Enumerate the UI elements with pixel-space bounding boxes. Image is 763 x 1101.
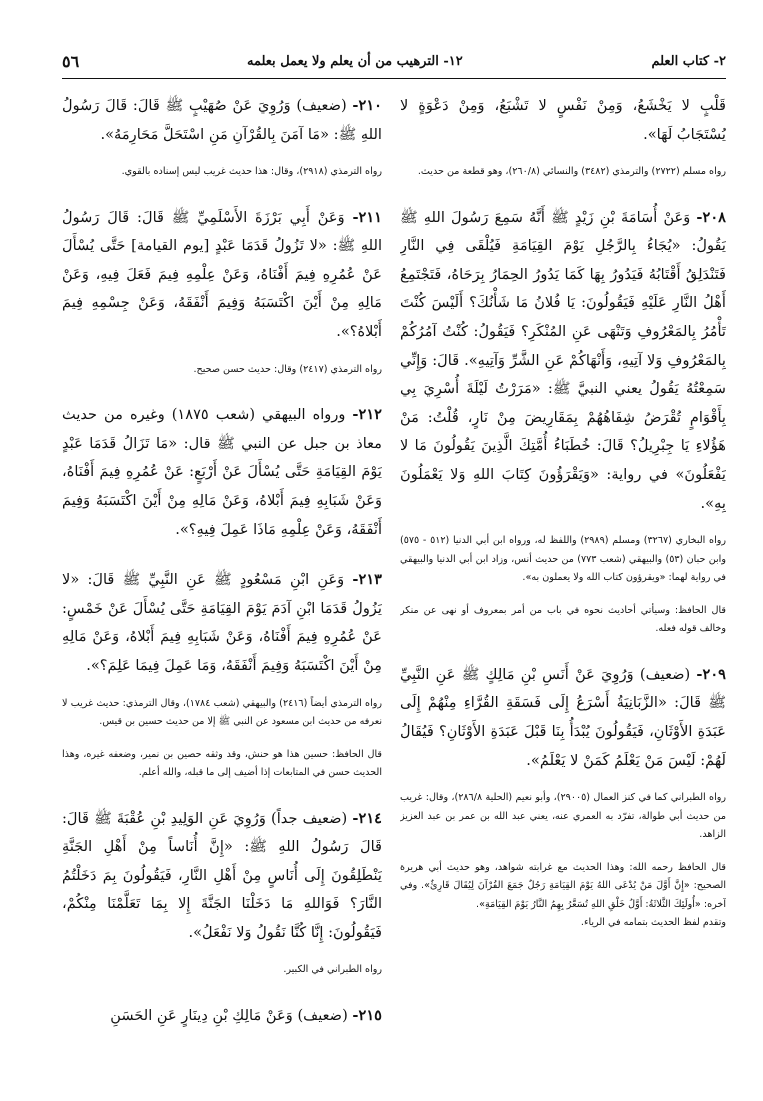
hadith-number: ٢١٢- (352, 406, 382, 424)
hadith-213 (62, 566, 382, 680)
hafiz-note-2: وتقدم لفظ الحديث بتمامه في الرياء. (580, 917, 726, 929)
hadith-reference: رواه البخاري (٣٢٦٧) ومسلم (٢٩٨٩) واللفظ له، ورواه ابن أبي الدنيا (٥١٢ - ٥٧٥) وابن حبان (٥٣) والبيهقي (شعب ٧٧٣) من حديث أنس، وزاد ابن أبي الدنيا والبيهقي في رواية لهما: «ويقرؤون كتاب الله ولا يعملون به». (400, 535, 726, 584)
hadith-number: ٢١٣- (352, 571, 382, 589)
hadith-text: وَعَنْ أُسَامَةَ بْنِ زَيْدٍ ﷺ أَنَّهُ سَمِعَ رَسُولَ اللهِ ﷺ يَقُولُ: «يُجَاءُ بِالرَّجُلِ يَوْمَ القِيَامَةِ فَيُلْقَى فِي النَّارِ فَتَنْدَلِقُ أَقْتَابُهُ فَيَدُورُ بِهَا كَمَا يَدُورُ الحِمَارُ بِرَحَاهُ، فَتَجْتَمِعُ أَهْلُ النَّارِ عَلَيْهِ فَيَقُولُونَ: يَا فُلانُ مَا شَأْنُكَ؟ أَلَيْسَ كُنْتَ تَأْمُرُ بِالمَعْرُوفِ وَتَنْهَى عَنِ المُنْكَرِ؟ فَيَقُولُ: كُنْتُ آمُرُكُمْ بِالمَعْرُوفِ وَلا آتِيهِ، وَأَنْهَاكُمْ عَنِ الشَّرِّ وَآتِيهِ». قَالَ: وَإِنِّي سَمِعْتُهُ يَقُولُ يعني النبيَّ ﷺ: «مَرَرْتُ لَيْلَةَ أُسْرِيَ بِي بِأَقْوَامٍ تُقْرَضُ شِفَاهُهُمْ بِمَقَارِيضَ مِنْ نَارٍ، قُلْتُ: مَنْ هَؤُلاءِ يَا جِبْرِيلُ؟ قَالَ: خُطَبَاءُ أُمَّتِكَ الَّذِينَ يَقُولُونَ مَا لا يَفْعَلُونَ» في رواية: «وَيَقْرَؤُونَ كِتَابَ اللهِ وَلا يَعْمَلُونَ بِهِ». (400, 208, 726, 512)
section-title: ١٢- الترهيب من أن يعلم ولا يعمل بعلمه (247, 54, 463, 69)
hadith-208 (400, 204, 726, 519)
hadith-text: وَعَنْ أَبِي بَرْزَةَ الأَسْلَمِيِّ ﷺ قَالَ: قَالَ رَسُولُ اللهِ ﷺ: «لا تَزُولُ قَدَمَا عَبْدٍ [يوم القيامة] حَتَّى يُسْأَلَ عَنْ عُمُرِهِ فِيمَ أَفْنَاهُ، وَعَنْ عِلْمِهِ فِيمَ فَعَلَ فِيهِ، وَعَنْ مَالِهِ مِنْ أَيْنَ اكْتَسَبَهُ وَفِيمَ أَنْفَقَهُ، وَعَنْ جِسْمِهِ فِيمَ أَبْلاهُ؟». (62, 208, 382, 341)
hadith-text: ورواه البيهقي (شعب ١٨٧٥) وغيره من حديث معاذ بن جبل عن النبي ﷺ قال: «مَا تَزَالُ قَدَمَا عَبْدٍ يَوْمَ القِيَامَةِ حَتَّى يُسْأَلَ عَنْ أَرْبَعٍ: عَنْ عُمُرِهِ فِيمَ أَفْنَاهُ، وَعَنْ شَبَابِهِ فِيمَ أَبْلاهُ، وَعَنْ مَالِهِ مِنْ أَيْنَ اكْتَسَبَهُ وَفِيمَ أَنْفَقَهُ، وَعَنْ عِلْمِهِ مَاذَا عَمِلَ فِيهِ؟». (62, 406, 382, 538)
hadith-text: (ضعيف) وَرُوِيَ عَنْ صُهَيْبٍ ﷺ قَالَ: قَالَ رَسُولُ اللهِ ﷺ: «مَا آمَنَ بِالقُرْآنِ مَنِ اسْتَحَلَّ مَحَارِمَهُ». (62, 97, 382, 143)
page-number: ٥٦ (62, 52, 80, 71)
hadith-211 (62, 204, 382, 347)
hadith-number: ٢١٤- (352, 809, 382, 827)
hadith-number: ٢٠٩- (696, 665, 726, 683)
hadith-reference: رواه مسلم (٢٧٢٢) والترمذي (٣٤٨٢) والنسائي (٢٦٠/٨)، وهو قطعة من حديث. (417, 166, 726, 178)
hadith-text: وَعَنِ ابْنِ مَسْعُودٍ ﷺ عَنِ النَّبِيِّ ﷺ قَالَ: «لا يَزُولُ قَدَمَا ابْنِ آدَمَ يَوْمَ القِيَامَةِ حَتَّى يُسْأَلَ عَنْ خَمْسٍ: عَنْ عُمُرِهِ فِيمَ أَفْنَاهُ، وَعَنْ شَبَابِهِ فِيمَ أَبْلاهُ، وَعَنْ مَالِهِ مِنْ أَيْنَ اكْتَسَبَهُ وَفِيمَ أَنْفَقَهُ، وَمَا عَمِلَ فِيمَا عَلِمَ؟». (62, 571, 382, 674)
hadith-text: (ضعيف جداً) وَرُوِيَ عَنِ الوَلِيدِ بْنِ عُقْبَةَ ﷺ قَالَ: قَالَ رَسُولُ اللهِ ﷺ: «إِنَّ أُنَاساً مِنْ أَهْلِ الجَنَّةِ يَنْطَلِقُونَ إِلَى أُنَاسٍ مِنْ أَهْلِ النَّارِ، فَيَقُولُونَ بِمَ دَخَلْتُمُ النَّارَ؟ فَوَاللهِ مَا دَخَلْنَا الجَنَّةَ إِلا بِمَا تَعَلَّمْنَا مِنْكُمْ، فَيَقُولُونَ: إِنَّا كُنَّا نَقُولُ وَلا نَفْعَلُ». (62, 809, 382, 941)
chapter-title: ٢- كتاب العلم (651, 54, 726, 69)
hadith-210 (62, 92, 382, 149)
hafiz-note: قال الحافظ: وسيأتي أحاديث نحوه في باب من أمر بمعروف أو نهى عن منكر وخالف قوله فعله. (400, 604, 726, 635)
hadith-209 (400, 661, 726, 775)
hadith-continuation: قَلْبٍ لا يَخْشَعُ، وَمِنْ نَفْسٍ لا تَشْبَعُ، وَمِنْ دَعْوَةٍ لا يُسْتَجَابُ لَهَا». (400, 97, 726, 143)
hadith-215 (62, 1002, 382, 1031)
hafiz-note: قال الحافظ: حسين هذا هو حنش، وقد وثقه حصين بن نمير، وضعفه غيره، وهذا الحديث حسن في المتابعات إذا أضيف إلى ما قبله، والله أعلم. (62, 748, 382, 778)
hadith-number: ٢١٥- (352, 1006, 382, 1024)
hadith-text: (ضعيف) وَرُوِيَ عَنْ أَنَسِ بْنِ مَالِكٍ ﷺ عَنِ النَّبِيِّ ﷺ قَالَ: «الزَّبَانِيَةُ أَسْرَعُ إِلَى فَسَقَةِ القُرَّاءِ مِنْهُمْ إِلَى عَبَدَةِ الأَوْثَانِ، فَيَقُولُونَ يُبْدَأُ بِنَا قَبْلَ عَبَدَةِ الأَوْثَانِ؟ فَيُقَالُ لَهُمْ: لَيْسَ مَنْ يَعْلَمُ كَمَنْ لا يَعْلَمُ». (400, 665, 726, 769)
hadith-reference: رواه الترمذي أيضاً (٢٤١٦) والبيهقي (شعب ١٧٨٤)، وقال الترمذي: حديث غريب لا نعرفه من حديث ابن مسعود عن النبي ﷺ إلا من حديث حسين بن قيس. (62, 697, 382, 727)
hadith-text: (ضعيف) وَعَنْ مَالِكِ بْنِ دِينَارٍ عَنِ الحَسَنِ (110, 1006, 348, 1024)
hafiz-note: قال الحافظ رحمه الله: وهذا الحديث مع غرابته شواهد، وهو حديث أبي هريرة الصحيح: «إِنَّ أَوَّلَ مَنْ يُدْعَى اللهُ يَوْمَ القِيَامَةِ رَجُلٌ جَمَعَ القُرْآنَ لِيُقَالَ قَارِئٌ». وفي آخره: «أُولَئِكَ الثَّلاثَةُ: أَوَّلُ خَلْقِ اللهِ تُسَعَّرُ بِهِمُ النَّارُ يَوْمَ القِيَامَةِ». (400, 861, 726, 910)
hadith-reference: رواه الطبراني في الكبير. (283, 964, 382, 976)
hadith-number: ٢٠٨- (696, 208, 726, 226)
hadith-reference: رواه الترمذي (٢٩١٨)، وقال: هذا حديث غريب ليس إسناده بالقوي. (121, 166, 382, 178)
left-column (62, 92, 382, 1092)
hadith-reference: رواه الطبراني كما في كنز العمال (٢٩٠٠٥)، وأبو نعيم (الحلية ٢٨٦/٨)، وقال: غريب من حديث أبي طوالة، تفرّد به العمري عنه، يعني عبد الله بن عمر بن عبد العزيز الزاهد. (400, 792, 726, 841)
hadith-214 (62, 805, 382, 948)
hadith-number: ٢١٠- (352, 97, 382, 114)
right-column (400, 92, 726, 1092)
running-header (62, 52, 726, 79)
hadith-212 (62, 401, 382, 544)
hadith-reference: رواه الترمذي (٢٤١٧) وقال: حديث حسن صحيح. (193, 363, 382, 375)
hadith-number: ٢١١- (352, 208, 382, 226)
